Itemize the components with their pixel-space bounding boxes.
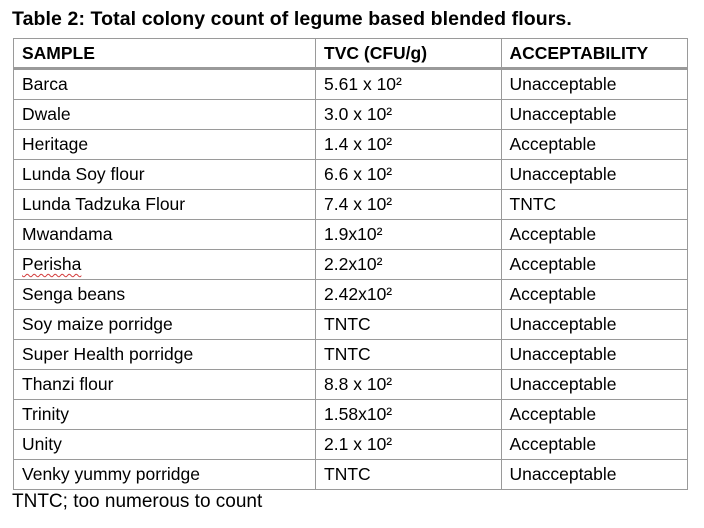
table-row — [14, 310, 688, 340]
sample-cell: Dwale — [14, 100, 316, 130]
table-footnote: TNTC; too numerous to count — [12, 491, 263, 512]
acceptability-cell: Acceptable — [501, 130, 688, 160]
acceptability-cell: Unacceptable — [501, 100, 688, 130]
table-row — [14, 100, 688, 130]
sample-cell: Lunda Soy flour — [14, 160, 316, 190]
sample-cell: Barca — [14, 69, 316, 100]
table-row — [14, 160, 688, 190]
acceptability-cell: Acceptable — [501, 250, 688, 280]
header-acceptability: ACCEPTABILITY — [501, 39, 688, 69]
acceptability-cell: Unacceptable — [501, 160, 688, 190]
acceptability-cell: Acceptable — [501, 430, 688, 460]
acceptability-cell: Unacceptable — [501, 310, 688, 340]
sample-cell: Mwandama — [14, 220, 316, 250]
table-row — [14, 430, 688, 460]
tvc-cell: 8.8 x 10² — [316, 370, 501, 400]
tvc-cell: 2.42x10² — [316, 280, 501, 310]
tvc-cell: TNTC — [316, 340, 501, 370]
tvc-cell: 1.58x10² — [316, 400, 501, 430]
table-caption: Table 2: Total colony count of legume based blended flours. — [12, 8, 572, 30]
sample-cell: Super Health porridge — [14, 340, 316, 370]
table-row — [14, 370, 688, 400]
table-row — [14, 130, 688, 160]
sample-cell: Heritage — [14, 130, 316, 160]
header-sample: SAMPLE — [14, 39, 316, 69]
tvc-cell: 3.0 x 10² — [316, 100, 501, 130]
table-row — [14, 69, 688, 100]
sample-cell: Trinity — [14, 400, 316, 430]
tvc-cell: 6.6 x 10² — [316, 160, 501, 190]
table-row — [14, 460, 688, 490]
acceptability-cell: Unacceptable — [501, 370, 688, 400]
tvc-cell: 5.61 x 10² — [316, 69, 501, 100]
tvc-cell: 1.4 x 10² — [316, 130, 501, 160]
sample-cell: Soy maize porridge — [14, 310, 316, 340]
tvc-cell: 1.9x10² — [316, 220, 501, 250]
tvc-cell: TNTC — [316, 460, 501, 490]
tvc-cell: 2.1 x 10² — [316, 430, 501, 460]
table-row — [14, 340, 688, 370]
acceptability-cell: Acceptable — [501, 280, 688, 310]
table-body — [14, 69, 688, 490]
sample-cell: Venky yummy porridge — [14, 460, 316, 490]
sample-cell — [14, 250, 316, 280]
table-row — [14, 400, 688, 430]
tvc-cell: 2.2x10² — [316, 250, 501, 280]
colony-count-table — [13, 38, 688, 490]
table-row — [14, 250, 688, 280]
sample-cell: Thanzi flour — [14, 370, 316, 400]
acceptability-cell: Acceptable — [501, 220, 688, 250]
table-row — [14, 190, 688, 220]
sample-cell: Lunda Tadzuka Flour — [14, 190, 316, 220]
spellcheck-flagged-text: Perisha — [22, 254, 82, 274]
acceptability-cell: TNTC — [501, 190, 688, 220]
table-header — [14, 39, 688, 69]
header-row — [14, 39, 688, 69]
table-row — [14, 280, 688, 310]
table-row — [14, 220, 688, 250]
acceptability-cell: Unacceptable — [501, 460, 688, 490]
tvc-cell: 7.4 x 10² — [316, 190, 501, 220]
acceptability-cell: Unacceptable — [501, 340, 688, 370]
header-tvc: TVC (CFU/g) — [316, 39, 501, 69]
acceptability-cell: Acceptable — [501, 400, 688, 430]
sample-cell: Senga beans — [14, 280, 316, 310]
sample-cell: Unity — [14, 430, 316, 460]
acceptability-cell: Unacceptable — [501, 69, 688, 100]
tvc-cell: TNTC — [316, 310, 501, 340]
